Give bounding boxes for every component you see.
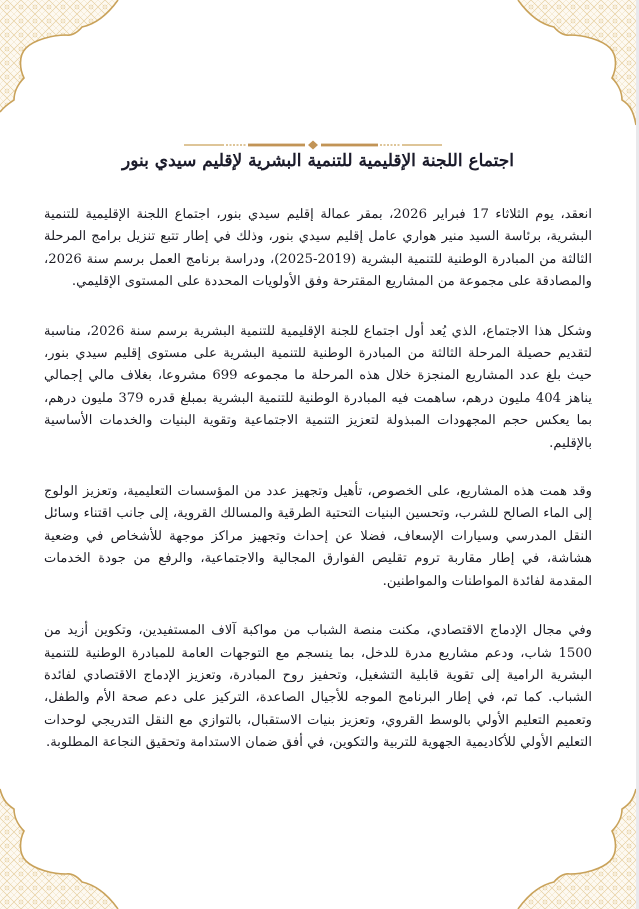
paragraph-projects-scope: وقد همت هذه المشاريع، على الخصوص، تأهيل وتجهيز عدد من المؤسسات التعليمية، وتعزيز الولوج إلى الماء الصالح للشرب، وتحسين البنيات التحتية الطرقية والمسالك القروية، إلى جانب اقتناء وسائل النقل المدرسي وسيارات الإسعاف، فضلا عن إحداث وتجهيز مراكز موجهة للأشخاص في وضعية هشاشة، في إطار مقاربة تروم تقليص الفوارق المجالية والاجتماعية، والرفع من جودة الخدمات المقدمة لفائدة المواطنات والمواطنين. [44,484,592,589]
document-body [44,204,592,782]
paragraph-meeting-intro: انعقد، يوم الثلاثاء 17 فبراير 2026، بمقر عمالة إقليم سيدي بنور، اجتماع اللجنة الإقليمية للتنمية البشرية، برئاسة السيد منير هواري عامل إقليم سيدي بنور، وذلك في إطار تتبع تنزيل برامج المرحلة الثالثة من المبادرة الوطنية للتنمية البشرية (2019-2025)، ودراسة برنامج العمل برسم سنة 2026، والمصادقة على مجموعة من المشاريع المقترحة وفق الأولويات المحددة على المستوى الإقليمي. [44,207,592,290]
paragraph-phase-results: وشكل هذا الاجتماع، الذي يُعد أول اجتماع للجنة الإقليمية للتنمية البشرية برسم سنة 2026، مناسبة لتقديم حصيلة المرحلة الثالثة من المبادرة الوطنية للتنمية البشرية على مستوى إقليم سيدي بنور، حيث بلغ عدد المشاريع المنجزة خلال هذه المرحلة ما مجموعه 699 مشروعا، بغلاف مالي إجمالي يناهز 404 مليون درهم، ساهمت فيه المبادرة الوطنية للتنمية البشرية بمبلغ قدره 379 مليون درهم، بما يعكس حجم المجهودات المبذولة لتعزيز التنمية الاجتماعية وتقوية البنيات والخدمات الأساسية بالإقليم. [44,323,593,451]
paragraph-economic-inclusion: وفي مجال الإدماج الاقتصادي، مكنت منصة الشباب من مواكبة آلاف المستفيدين، وتكوين أزيد من 1500 شاب، ودعم مشاريع مدرة للدخل، بما ينسجم مع التوجهات العامة للمبادرة الوطنية للتنمية البشرية الرامية إلى تقوية قابلية التشغيل، وتحفيز روح المبادرة، وتعزيز الإدماج الاقتصادي لفائدة الشباب. كما تم، في إطار البرنامج الموجه للأجيال الصاعدة، التركيز على دعم صحة الأم والطفل، وتعميم التعليم الأولي بالوسط القروي، وتعزيز بنيات الاستقبال، بالتوازي مع النقل التدريجي لوحدات التعليم الأولي للأكاديمية الجهوية للتربية والتكوين، في أفق ضمان الاستدامة وتحقيق النجاعة المطلوبة. [44,623,592,751]
document-title: اجتماع اللجنة الإقليمية للتنمية البشرية لإقليم سيدي بنور [122,151,514,171]
